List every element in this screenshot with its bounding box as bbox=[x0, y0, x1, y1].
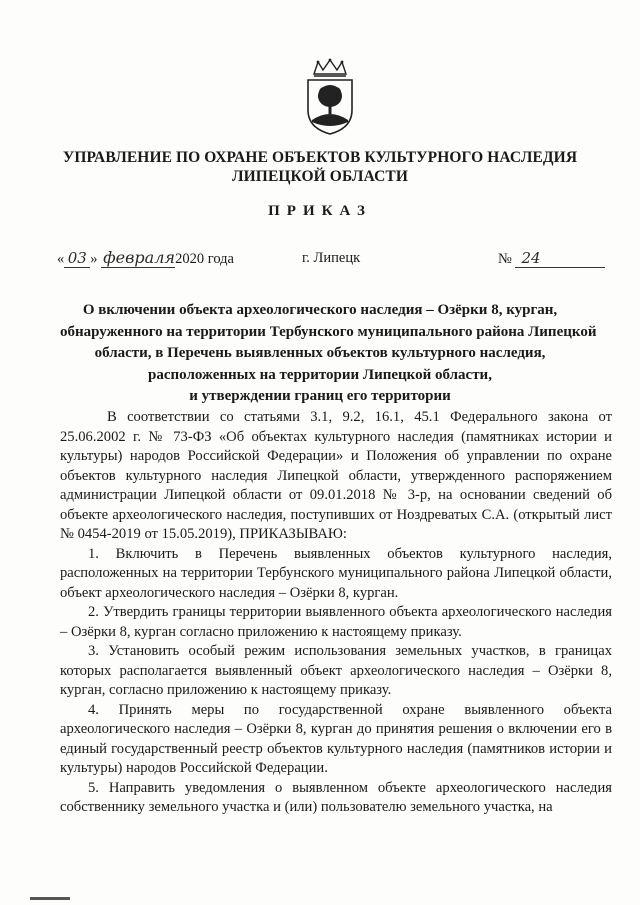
date-year: 2020 года bbox=[175, 251, 234, 267]
heading-line: расположенных на территории Липецкой области, bbox=[148, 366, 492, 383]
order-body bbox=[60, 408, 612, 818]
order-date bbox=[57, 249, 234, 268]
lipetsk-region-coat-of-arms-icon bbox=[300, 58, 360, 136]
order-number bbox=[498, 249, 605, 268]
order-item-4: 4. Принять меры по государственной охране выявленного объекта археологического наследия – Озёрки 8, курган до принятия решения о включении его в единый государственный реестр объектов культурного наследия (памятников истории и культуры) народов Российской Федерации. bbox=[60, 701, 612, 776]
order-city: г. Липецк bbox=[302, 250, 361, 266]
heading-line: и утверждении границ его территории bbox=[189, 388, 451, 405]
preamble-paragraph: В соответствии со статьями 3.1, 9.2, 16.1, 45.1 Федерального закона от 25.06.2002 г. № 73-ФЗ «Об объектах культурного наследия (памятниках истории и культуры) народов Российской Федерации» и Положения об управлении по охране объектов культурного наследия Липецкой области, утвержденного распоряжением администрации Липецкой области от 09.01.2018 № 3-р, на основании сведений об объекте археологического наследия, поступивших от Ноздреватых С.А. (открытый лист № 0454-2019 от 15.05.2019), ПРИКАЗЫВАЮ: bbox=[60, 409, 612, 542]
order-item-2: 2. Утвердить границы территории выявленного объекта археологического наследия – Озёрки 8, курган согласно приложению к настоящему приказу. bbox=[60, 604, 612, 640]
scan-edge-mark bbox=[30, 897, 70, 900]
order-number-label: № bbox=[498, 251, 512, 267]
date-quote-open: « bbox=[57, 251, 65, 267]
organization-name-line-2: ЛИПЕЦКОЙ ОБЛАСТИ bbox=[232, 168, 408, 185]
date-day-handwritten: 03 bbox=[64, 249, 90, 268]
order-heading bbox=[60, 300, 597, 408]
date-month-handwritten: февраля bbox=[103, 248, 175, 267]
heading-line: обнаруженного на территории Тербунского муниципального района Липецкой bbox=[60, 323, 597, 340]
heading-line: О включении объекта археологического наследия – Озёрки 8, курган, bbox=[82, 302, 558, 318]
order-number-handwritten: 24 bbox=[515, 249, 605, 268]
order-item-3: 3. Установить особый режим использования земельных участков, в границах которых располагается выявленный объект археологического наследия – Озёрки 8, курган, согласно приложению к настоящему приказу. bbox=[60, 643, 612, 698]
date-quote-close: » bbox=[90, 251, 98, 267]
heading-line: области, в Перечень выявленных объектов культурного наследия, bbox=[94, 345, 546, 362]
organization-name-line-1: УПРАВЛЕНИЕ ПО ОХРАНЕ ОБЪЕКТОВ КУЛЬТУРНОГО НАСЛЕДИЯ bbox=[62, 149, 578, 166]
document-type-title: ПРИКАЗ bbox=[268, 203, 372, 219]
order-item-1: 1. Включить в Перечень выявленных объектов культурного наследия, расположенных на территории Тербунского муниципального района Липецкой области, объект археологического наследия – Озёрки 8, курган. bbox=[60, 545, 612, 601]
order-item-5: 5. Направить уведомления о выявленном объекте археологического наследия собственнику земельного участка и (или) пользователю земельного участка, на bbox=[60, 779, 612, 815]
